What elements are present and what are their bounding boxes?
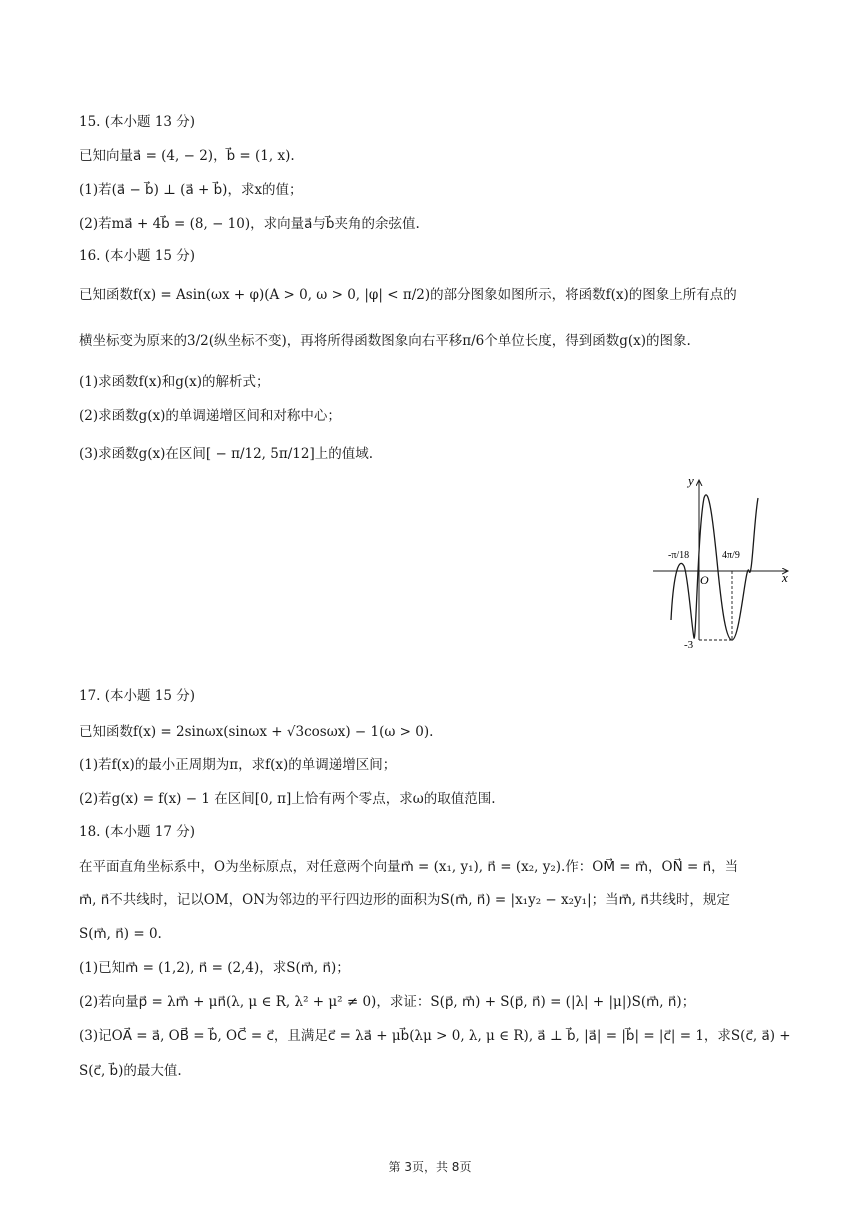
- sine-curve: [671, 495, 758, 640]
- right-tick-label: 4π/9: [722, 550, 740, 561]
- problem-17-q2: (2)若g(x) = f(x) − 1 在区间[0, π]上恰有两个零点，求ω的取值范围.: [79, 791, 496, 807]
- problem-16-stem-line1: 已知函数f(x) = Asin(ωx + φ)(A > 0, ω > 0, |φ| < π/2)的部分图象如图所示，将函数f(x)的图象上所有点的: [79, 287, 737, 303]
- problem-15-q1: (1)若(a⃗ − b⃗) ⊥ (a⃗ + b⃗)，求x的值；: [79, 182, 303, 198]
- problem-18-stem-line2: m⃗, n⃗不共线时，记以OM，ON为邻边的平行四边形的面积为S(m⃗, n⃗) = |x₁y₂ − x₂y₁|；当m⃗, n⃗共线时，规定: [79, 892, 730, 908]
- left-tick-label: -π/18: [668, 550, 690, 561]
- problem-17-heading: 17. (本小题 15 分): [79, 688, 196, 704]
- problem-18-q3-line2: S(c⃗, b⃗)的最大值.: [79, 1063, 182, 1079]
- problem-16-q1: (1)求函数f(x)和g(x)的解析式；: [79, 374, 270, 390]
- problem-16-q3: (3)求函数g(x)在区间[ − π/12, 5π/12]上的值域.: [79, 446, 374, 462]
- problem-18-q2: (2)若向量p⃗ = λm⃗ + μn⃗(λ, μ ∈ R, λ² + μ² ≠ 0)，求证：S(p⃗, m⃗) + S(p⃗, n⃗) = (|λ| + |μ|)S(m⃗, n⃗)；: [79, 994, 696, 1010]
- function-graph: [648, 470, 798, 660]
- problem-17-stem: 已知函数f(x) = 2sinωx(sinωx + √3cosωx) − 1(ω > 0).: [79, 724, 434, 740]
- problem-18-stem-line1: 在平面直角坐标系中，O为坐标原点，对任意两个向量m⃗ = (x₁, y₁), n⃗ = (x₂, y₂).作：OM⃗ = m⃗，ON⃗ = n⃗，当: [79, 859, 739, 875]
- problem-18-q1: (1)已知m⃗ = (1,2), n⃗ = (2,4)，求S(m⃗, n⃗)；: [79, 960, 350, 976]
- problem-16-stem-line2: 横坐标变为原来的3/2(纵坐标不变)，再将所得函数图象向右平移π/6个单位长度，得到函数g(x)的图象.: [79, 333, 691, 349]
- min-value-label: -3: [684, 639, 694, 651]
- problem-16-q2: (2)求函数g(x)的单调递增区间和对称中心；: [79, 408, 341, 424]
- problem-15-q2: (2)若ma⃗ + 4b⃗ = (8, − 10)，求向量a⃗与b⃗夹角的余弦值.: [79, 216, 420, 232]
- page-footer: 第 3页，共 8页: [388, 1160, 472, 1174]
- problem-18-stem-line3: S(m⃗, n⃗) = 0.: [79, 926, 162, 942]
- y-axis-label: y: [688, 473, 694, 488]
- problem-18-q3-line1: (3)记OA⃗ = a⃗, OB⃗ = b⃗, OC⃗ = c⃗，且满足c⃗ = λa⃗ + μb⃗(λμ > 0, λ, μ ∈ R), a⃗ ⊥ b⃗, |a⃗| = |b⃗| = |c⃗| = 1，求S(c⃗, a⃗) +: [79, 1028, 791, 1044]
- problem-16-heading: 16. (本小题 15 分): [79, 248, 196, 264]
- problem-15-heading: 15. (本小题 13 分): [79, 114, 196, 130]
- problem-18-heading: 18. (本小题 17 分): [79, 824, 196, 840]
- problem-15-stem: 已知向量a⃗ = (4, − 2)，b⃗ = (1, x).: [79, 148, 295, 164]
- problem-17-q1: (1)若f(x)的最小正周期为π，求f(x)的单调递增区间；: [79, 757, 397, 773]
- x-axis-label: x: [782, 570, 788, 585]
- origin-label: O: [700, 573, 709, 587]
